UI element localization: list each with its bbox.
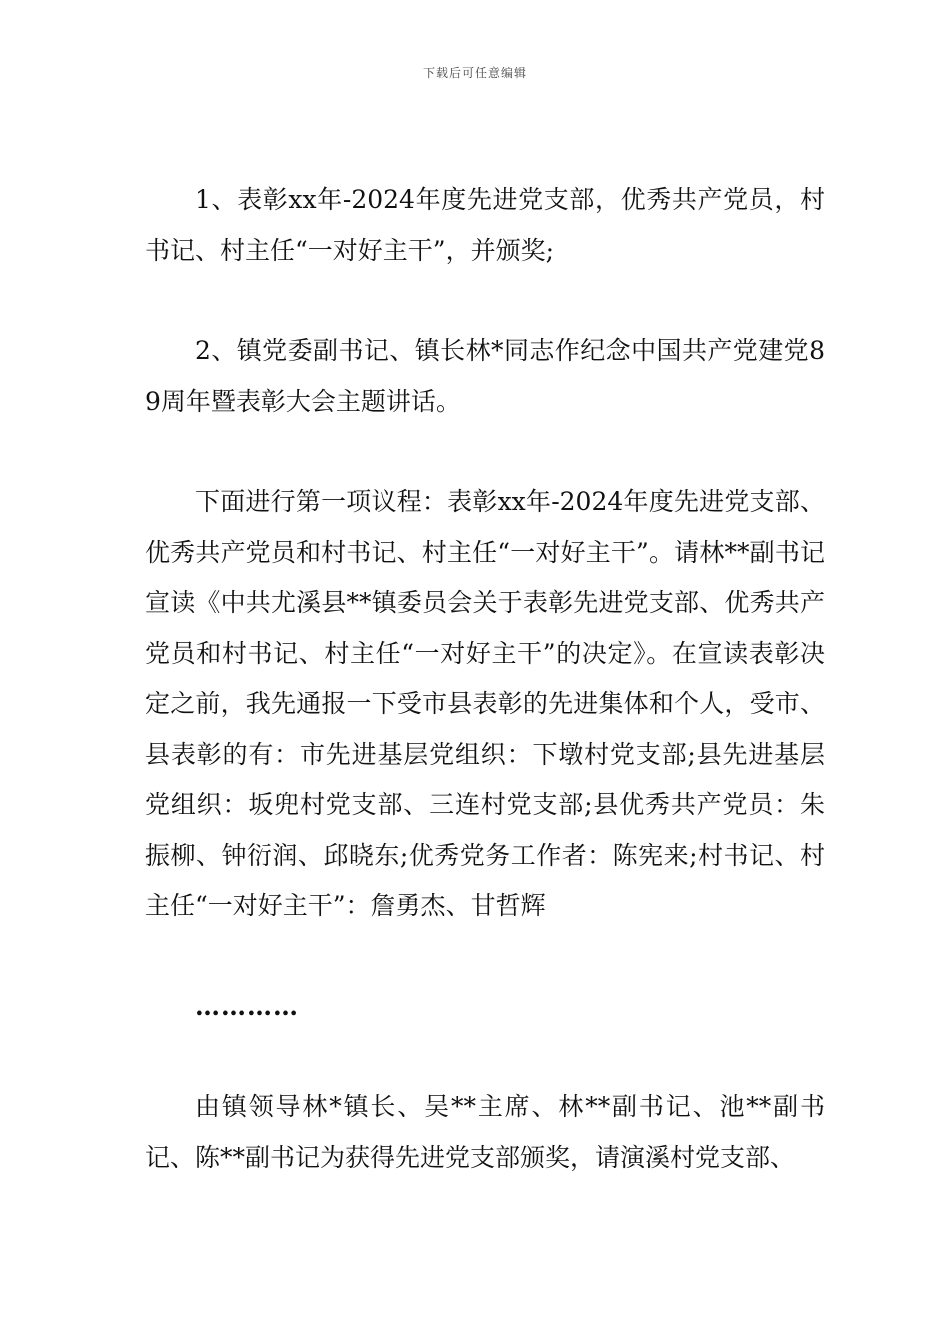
paragraph-agenda-item-2: 2、镇党委副书记、镇长林*同志作纪念中国共产党建党89周年暨表彰大会主题讲话。 — [145, 336, 825, 416]
paragraph-agenda-item-1: 1、表彰xx年-2024年度先进党支部，优秀共产党员，村书记、村主任“一对好主干”，并颁奖; — [145, 185, 825, 265]
paragraph-first-agenda: 下面进行第一项议程：表彰xx年-2024年度先进党支部、优秀共产党员和村书记、村主任“一对好主干”。请林**副书记宣读《中共尤溪县**镇委员会关于表彰先进党支部、优秀共产党员和村书记、村主任“一对好主干”的决定》。在宣读表彰决定之前，我先通报一下受市县表彰的先进集体和个人，受市、县表彰的有：市先进基层党组织：下墩村党支部;县先进基层党组织：坂兜村党支部、三连村党支部;县优秀共产党员：朱振柳、钟衍润、邱晓东;优秀党务工作者：陈宪来;村书记、村主任“一对好主干”：詹勇杰、甘哲辉 — [145, 487, 825, 920]
paragraph-ellipsis: ………… — [195, 991, 299, 1021]
header-note: 下载后可任意编辑 — [422, 66, 527, 80]
paragraph-award-presentation: 由镇领导林*镇长、吴**主席、林**副书记、池**副书记、陈**副书记为获得先进党支部颁奖，请演溪村党支部、 — [145, 1092, 825, 1172]
document-body — [145, 175, 825, 1183]
